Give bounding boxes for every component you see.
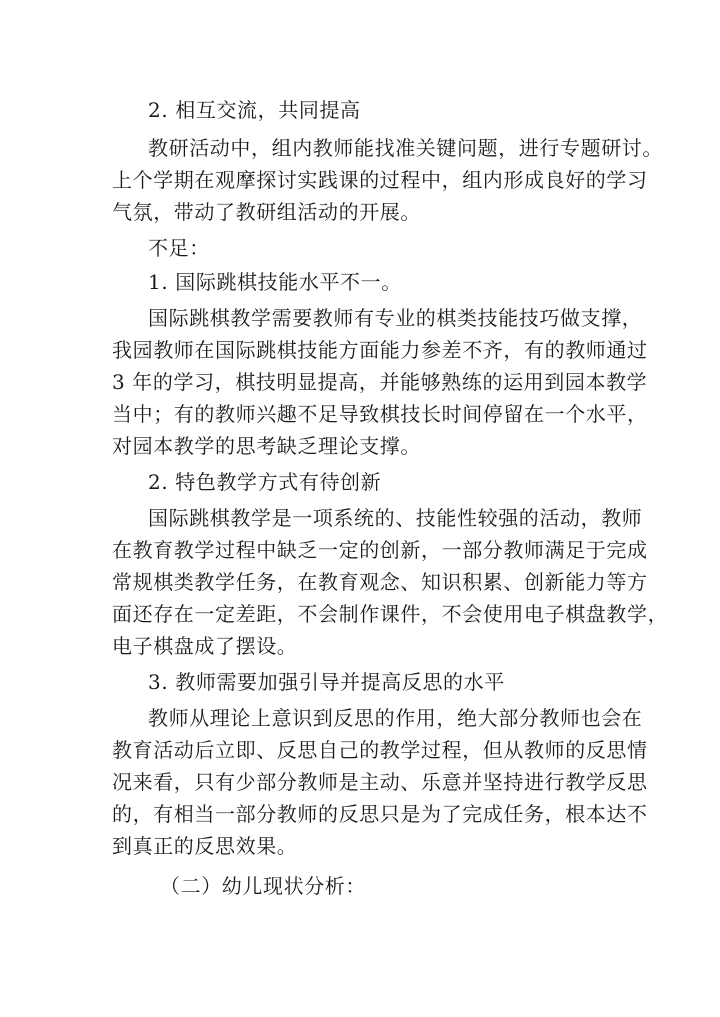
paragraph-line: 到真正的反思效果。	[112, 834, 298, 858]
section-heading-children-analysis: （二）幼儿现状分析：	[160, 874, 366, 898]
heading-skill-level: 1. 国际跳棋技能水平不一。	[148, 270, 402, 294]
heading-teaching-innovation: 2. 特色教学方式有待创新	[148, 470, 382, 494]
paragraph-line: 面还存在一定差距，不会制作课件，不会使用电子棋盘教学，	[112, 602, 669, 626]
paragraph-line: 电子棋盘成了摆设。	[112, 634, 298, 658]
heading-mutual-exchange: 2. 相互交流，共同提高	[148, 98, 361, 122]
paragraph-line: 3 年的学习，棋技明显提高，并能够熟练的运用到园本教学	[112, 370, 648, 394]
paragraph-line: 教师从理论上意识到反思的作用，绝大部分教师也会在	[148, 706, 643, 730]
paragraph-line: 况来看，只有少部分教师是主动、乐意并坚持进行教学反思	[112, 770, 648, 794]
paragraph-line: 教育活动后立即、反思自己的教学过程，但从教师的反思情	[112, 738, 648, 762]
paragraph-line: 当中；有的教师兴趣不足导致棋技长时间停留在一个水平，	[112, 402, 648, 426]
paragraph-line: 在教育教学过程中缺乏一定的创新，一部分教师满足于完成	[112, 538, 648, 562]
paragraph-line: 国际跳棋教学需要教师有专业的棋类技能技巧做支撑，	[148, 306, 643, 330]
heading-shortcomings: 不足：	[148, 236, 210, 260]
paragraph-line: 常规棋类教学任务，在教育观念、知识积累、创新能力等方	[112, 570, 648, 594]
heading-reflection: 3. 教师需要加强引导并提高反思的水平	[148, 670, 505, 694]
paragraph-line: 的，有相当一部分教师的反思只是为了完成任务，根本达不	[112, 802, 648, 826]
paragraph-line: 教研活动中，组内教师能找准关键问题，进行专题研讨。	[148, 136, 663, 160]
paragraph-line: 气氛，带动了教研组活动的开展。	[112, 200, 421, 224]
paragraph-line: 国际跳棋教学是一项系统的、技能性较强的活动，教师	[148, 506, 643, 530]
paragraph-line: 对园本教学的思考缺乏理论支撑。	[112, 434, 421, 458]
paragraph-line: 我园教师在国际跳棋技能方面能力参差不齐，有的教师通过	[112, 338, 648, 362]
paragraph-line: 上个学期在观摩探讨实践课的过程中，组内形成良好的学习	[112, 168, 648, 192]
